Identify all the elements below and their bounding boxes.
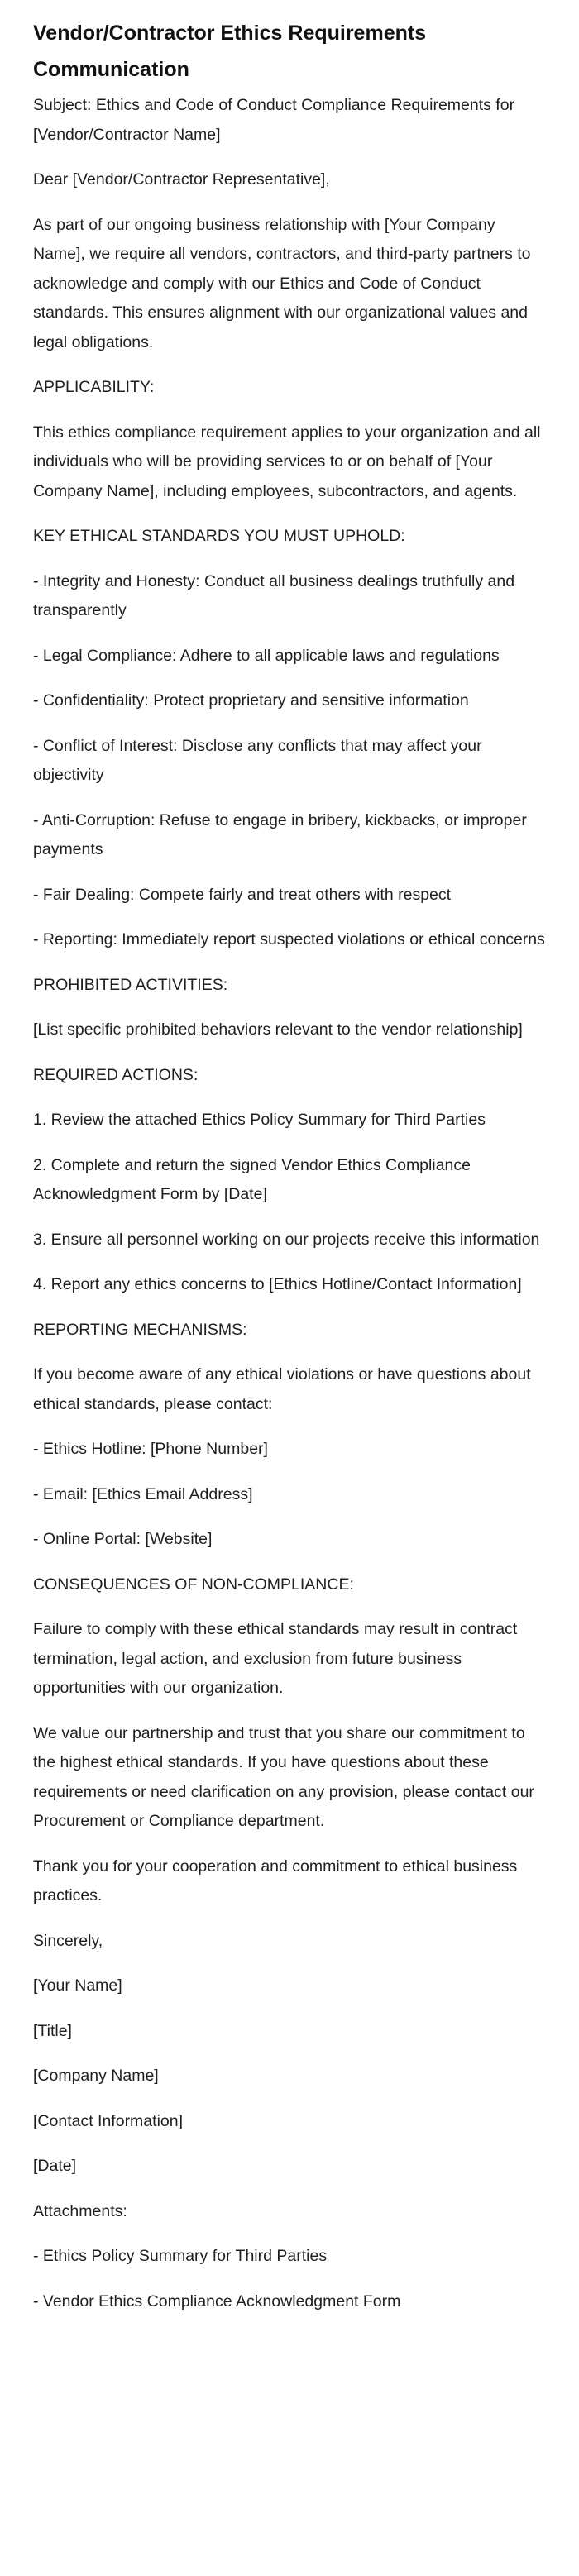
consequences-paragraph: Failure to comply with these ethical standards may result in contract termination, legal action, and exclusion from future business opportunities with our organization. xyxy=(33,1620,518,1697)
action-item: 4. Report any ethics concerns to [Ethics Hotline/Contact Information] xyxy=(33,1275,522,1293)
section-heading-reporting: REPORTING MECHANISMS: xyxy=(33,1320,247,1339)
reporting-paragraph: If you become aware of any ethical violations or have questions about ethical standards, please contact: xyxy=(33,1365,531,1413)
intro-paragraph: As part of our ongoing business relationship with [Your Company Name], we require all vendors, contractors, and third-party partners to acknowledge and comply with our Ethics and Code of Conduct standards. This ensures alignment with our organizational values and legal obligations. xyxy=(33,215,531,351)
standard-item: - Conflict of Interest: Disclose any conflicts that may affect your objectivity xyxy=(33,736,482,784)
section-heading-applicability: APPLICABILITY: xyxy=(33,378,155,396)
standard-item: - Anti-Corruption: Refuse to engage in bribery, kickbacks, or improper payments xyxy=(33,810,527,858)
section-heading-prohibited: PROHIBITED ACTIVITIES: xyxy=(33,975,228,994)
signature-contact: [Contact Information] xyxy=(33,2111,184,2130)
standard-item: - Integrity and Honesty: Conduct all business dealings truthfully and transparently xyxy=(33,571,515,619)
action-item: 1. Review the attached Ethics Policy Summary for Third Parties xyxy=(33,1111,486,1129)
document-title: Vendor/Contractor Ethics Requirements Communication xyxy=(33,22,427,81)
salutation: Dear [Vendor/Contractor Representative], xyxy=(33,170,330,189)
section-heading-consequences: CONSEQUENCES OF NON-COMPLIANCE: xyxy=(33,1575,354,1594)
standard-item: - Confidentiality: Protect proprietary and sensitive information xyxy=(33,691,469,710)
attachment-item: - Ethics Policy Summary for Third Parties xyxy=(33,2247,328,2265)
action-item: 3. Ensure all personnel working on our projects receive this information xyxy=(33,1230,540,1249)
prohibited-placeholder: [List specific prohibited behaviors relevant to the vendor relationship] xyxy=(33,1020,523,1039)
standard-item: - Legal Compliance: Adhere to all applicable laws and regulations xyxy=(33,646,500,665)
signature-company: [Company Name] xyxy=(33,2067,159,2085)
closing-paragraph: We value our partnership and trust that you share our commitment to the highest ethical standards. If you have questions about these requirements or need clarification on any provision, please contact our Procurement or Compliance department. xyxy=(33,1723,534,1830)
action-item: 2. Complete and return the signed Vendor Ethics Compliance Acknowledgment Form by [Date] xyxy=(33,1155,471,1203)
reporting-item: - Online Portal: [Website] xyxy=(33,1530,213,1548)
signature-title: [Title] xyxy=(33,2021,72,2040)
standard-item: - Fair Dealing: Compete fairly and treat others with respect xyxy=(33,885,452,904)
signature-name: [Your Name] xyxy=(33,1976,122,1995)
applicability-paragraph: This ethics compliance requirement applies to your organization and all individuals who will be providing services to or on behalf of [Your Company Name], including employees, subcontractors, and agents. xyxy=(33,423,541,500)
subject-line: Subject: Ethics and Code of Conduct Compliance Requirements for [Vendor/Contractor Name] xyxy=(33,96,515,144)
attachment-item: - Vendor Ethics Compliance Acknowledgment Form xyxy=(33,2292,401,2311)
standard-item: - Reporting: Immediately report suspected violations or ethical concerns xyxy=(33,930,545,949)
section-heading-required-actions: REQUIRED ACTIONS: xyxy=(33,1065,199,1084)
attachments-heading: Attachments: xyxy=(33,2201,127,2220)
thank-you-paragraph: Thank you for your cooperation and commitment to ethical business practices. xyxy=(33,1857,518,1905)
signature-date: [Date] xyxy=(33,2157,77,2175)
sign-off: Sincerely, xyxy=(33,1931,103,1950)
reporting-item: - Ethics Hotline: [Phone Number] xyxy=(33,1440,268,1458)
reporting-item: - Email: [Ethics Email Address] xyxy=(33,1484,253,1503)
section-heading-key-standards: KEY ETHICAL STANDARDS YOU MUST UPHOLD: xyxy=(33,527,405,545)
